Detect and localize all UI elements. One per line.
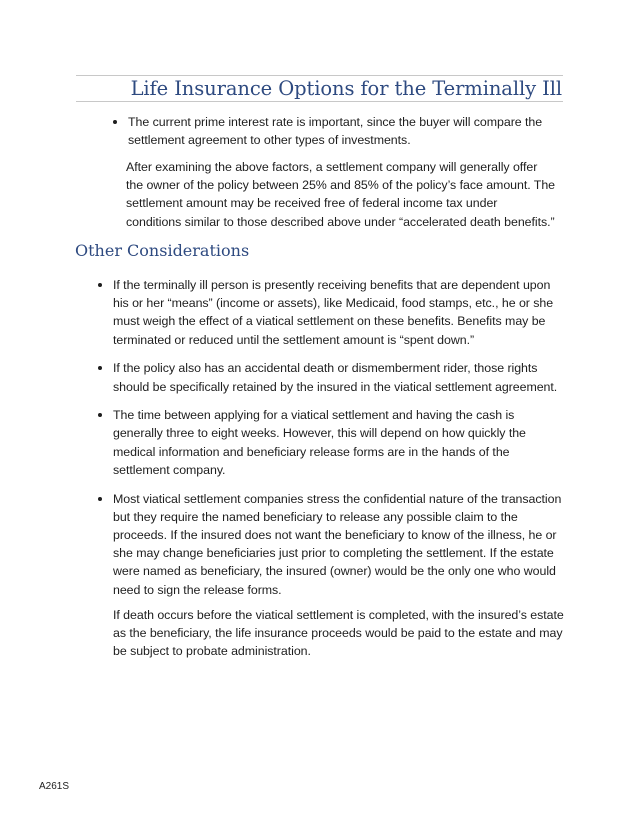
list-item: If the policy also has an accidental death or dismemberment rider, those rights should be specifically retained by the insured in the viatical settlement agreement. xyxy=(113,359,565,395)
list-item: The time between applying for a viatical settlement and having the cash is generally three to eight weeks. However, this will depend on how quickly the medical information and beneficiary release forms are in the hands of the settlement company. xyxy=(113,406,565,479)
list-item: The current prime interest rate is important, since the buyer will compare the settlement agreement to other types of investments. xyxy=(128,113,548,149)
title-bottom-rule xyxy=(76,101,563,102)
page-title: Life Insurance Options for the Terminally Ill xyxy=(130,77,562,100)
closing-paragraph: If death occurs before the viatical settlement is completed, with the insured’s estate as the beneficiary, the life insurance proceeds would be paid to the estate and may be subject to probate administration. xyxy=(113,608,564,659)
list-item: If the terminally ill person is presently receiving benefits that are dependent upon his or her “means” (income or assets), like Medicaid, food stamps, etc., he or she must weigh the effect of a viatical settlement on these benefits. Benefits may be terminated or reduced until the settlement amount is “spent down.” xyxy=(113,276,565,349)
title-top-rule xyxy=(76,75,563,76)
list-item: Most viatical settlement companies stress the confidential nature of the transaction but they require the named beneficiary to release any possible claim to the proceeds. If the insured does not want the beneficiary to know of the illness, he or she may change beneficiaries just prior to completing the settlement. If the estate were named as beneficiary, the insured (owner) would be the only one who would need to sign the release forms. xyxy=(113,490,565,599)
considerations-bullet-list xyxy=(113,276,565,609)
intro-paragraph: After examining the above factors, a settlement company will generally offer the owner of the policy between 25% and 85% of the policy’s face amount. The settlement amount may be received free of federal income tax under conditions similar to those described above under “accelerated death benefits.” xyxy=(126,160,556,229)
section-heading-other-considerations: Other Considerations xyxy=(75,241,250,260)
intro-bullet-list xyxy=(128,113,548,149)
document-code: A261S xyxy=(39,781,70,792)
